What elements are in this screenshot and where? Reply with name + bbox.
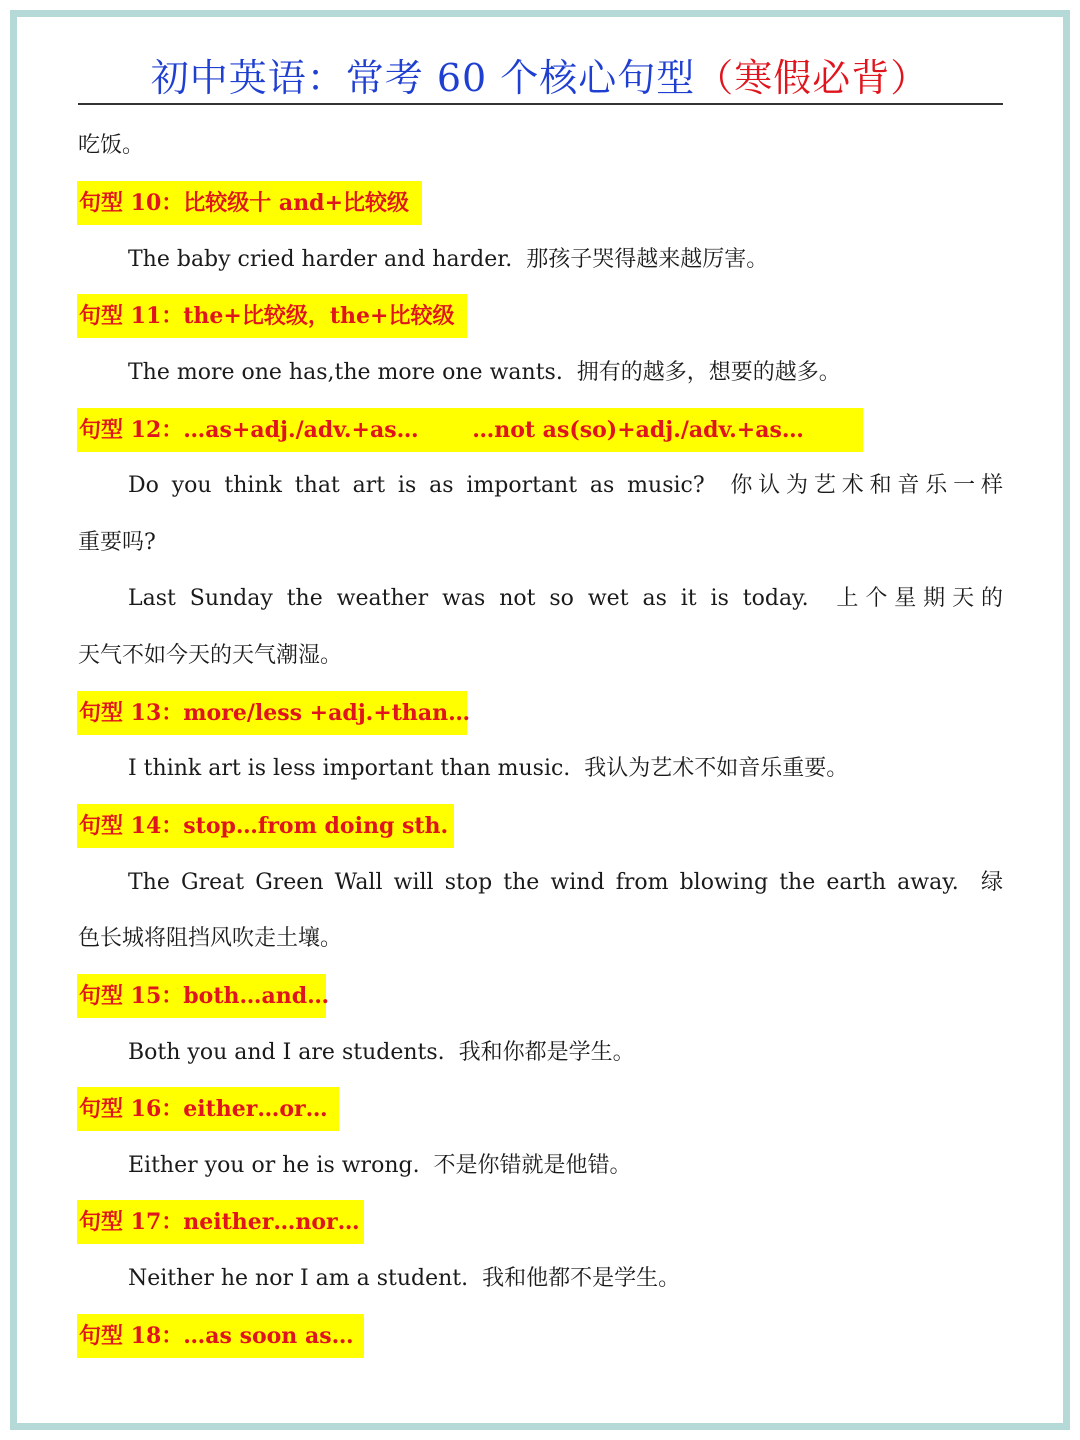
example-sentence: Either you or he is wrong. 不是你错就是他错。 [128, 1153, 632, 1178]
pattern-heading: 句型 12：…as+adj./adv.+as… …not as(so)+adj./adv.+as… [77, 408, 863, 452]
title-divider [78, 103, 1003, 105]
example-sentence: Last Sunday the weather was not so wet as it is today. 上个星期天的 [128, 586, 1003, 611]
text-line: 色长城将阻挡风吹走土壤。 [78, 926, 343, 951]
pattern-heading: 句型 17：neither…nor… [77, 1200, 364, 1244]
pattern-heading: 句型 18：…as soon as… [77, 1314, 364, 1358]
text-line: 天气不如今天的天气潮湿。 [78, 643, 343, 668]
example-sentence: Neither he nor I am a student. 我和他都不是学生。 [128, 1266, 681, 1291]
pattern-heading: 句型 15：both…and… [77, 974, 326, 1018]
text-line: 吃饭。 [78, 133, 145, 158]
text-line: 重要吗? [78, 530, 156, 555]
pattern-heading: 句型 13：more/less +adj.+than… [77, 691, 467, 735]
pattern-heading: 句型 10：比较级十 and+比较级 [77, 181, 422, 225]
example-sentence: The more one has,the more one wants. 拥有的越多，想要的越多。 [128, 360, 841, 385]
page-title [0, 52, 1080, 104]
example-sentence: Do you think that art is as important as music? 你认为艺术和音乐一样 [128, 473, 1003, 498]
pattern-heading: 句型 11：the+比较级，the+比较级 [77, 294, 467, 338]
example-sentence: Both you and I are students. 我和你都是学生。 [128, 1040, 635, 1065]
example-sentence: I think art is less important than music. 我认为艺术不如音乐重要。 [128, 756, 849, 781]
title-main: 初中英语：常考 60 个核心句型 [150, 56, 696, 100]
example-sentence: The Great Green Wall will stop the wind from blowing the earth away. 绿 [128, 870, 1003, 895]
pattern-heading: 句型 14：stop…from doing sth. [77, 804, 454, 848]
title-suffix: （寒假必背） [695, 56, 930, 100]
pattern-heading: 句型 16：either…or… [77, 1087, 339, 1131]
example-sentence: The baby cried harder and harder. 那孩子哭得越来越厉害。 [128, 247, 769, 272]
